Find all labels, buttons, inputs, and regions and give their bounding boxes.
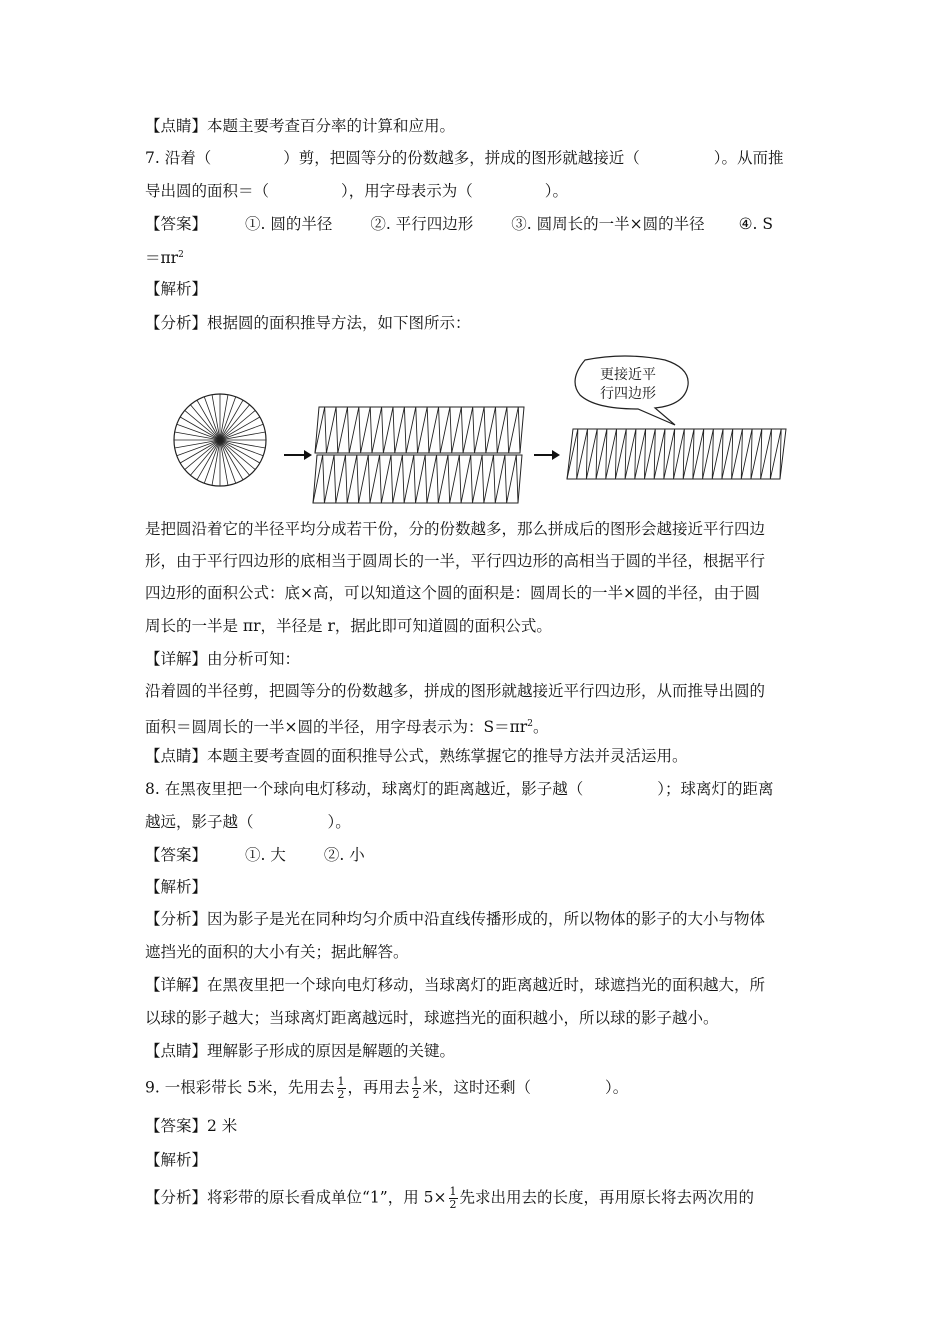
q8-analysis: 【分析】因为影子是光在同种均匀介质中沿直线传播形成的，所以物体的影子的大小与物体: [145, 910, 766, 928]
q8-analysis: 遮挡光的面积的大小有关；据此解答。: [145, 943, 409, 961]
answer-label: 【答案】: [145, 846, 208, 864]
superscript: 2: [527, 719, 533, 729]
rearranged-shape-fine: [567, 429, 786, 479]
q7-para: 周长的一半是 πr，半径是 r，据此即可知道圆的面积公式。: [145, 617, 552, 635]
q7-stem-line1: [145, 148, 784, 168]
q8-stem-part: ）；球离灯的距离: [657, 780, 774, 798]
q8-stem-part: ）。: [327, 813, 351, 831]
q8-stem-line1: [145, 779, 773, 799]
bubble-text: 更接近平: [600, 367, 656, 383]
answer-item: ④. S: [738, 215, 773, 233]
fraction-numerator: 1: [337, 1075, 345, 1088]
q7-para: 形，由于平行四边形的底相当于圆周长的一半，平行四边形的高相当于圆的半径，根据平行: [145, 552, 766, 570]
q8-tip: 【点睛】理解影子形成的原因是解题的关键。: [145, 1042, 456, 1060]
answer-item: ②. 平行四边形: [370, 215, 474, 233]
rearranged-shape-coarse: [313, 407, 524, 503]
fraction: [449, 1186, 458, 1211]
bubble-text: 行四边形: [600, 386, 656, 402]
q9-stem-part: ）。: [605, 1078, 629, 1097]
q7-stem-part: ）剪，把圆等分的份数越多，拼成的图形就越接近（: [283, 149, 640, 167]
answer-label: 【答案】: [145, 215, 208, 233]
answer-formula: ＝πr: [145, 249, 179, 268]
q7-analysis-intro: 【分析】根据圆的面积推导方法，如下图所示：: [145, 314, 471, 332]
q8-stem-line2: [145, 812, 351, 832]
fraction: [412, 1076, 421, 1101]
q9-stem-part: 米，这时还剩（: [422, 1078, 532, 1097]
tip-q6: 【点睛】本题主要考查百分率的计算和应用。: [145, 117, 456, 135]
q8-detail: 以球的影子越大；当球离灯距离越远时，球遮挡光的面积越小，所以球的影子越小。: [145, 1009, 719, 1027]
q8-stem-part: 8. 在黑夜里把一个球向电灯移动，球离灯的距离越近，影子越（: [145, 780, 584, 798]
answer-item: ①. 圆的半径: [245, 215, 333, 233]
q7-stem-line2: [145, 181, 568, 201]
q7-jiexi: 【解析】: [145, 280, 208, 298]
analysis-text: 先求出用去的长度，再用原长将去两次用的: [459, 1188, 755, 1207]
answer-item: ②. 小: [323, 846, 365, 864]
q7-stem-part: ），用字母表示为（: [341, 182, 473, 200]
sector-circle: [174, 394, 266, 486]
q8-answer: [145, 845, 365, 865]
analysis-text: 【分析】将彩带的原长看成单位“1”，用 5×: [145, 1188, 447, 1207]
q7-detail: 沿着圆的半径剪，把圆等分的份数越多，拼成的图形就越接近平行四边形，从而推导出圆的: [145, 682, 766, 700]
q8-jiexi: 【解析】: [145, 878, 208, 896]
detail-text: 面积＝圆周长的一半×圆的半径，用字母表示为：S＝πr: [145, 718, 528, 737]
speech-bubble: [575, 356, 688, 425]
q9-jiexi: 【解析】: [145, 1151, 208, 1169]
q7-answer-cont: [145, 245, 184, 268]
answer-item: ③. 圆周长的一半×圆的半径: [511, 215, 705, 233]
circle-area-derivation-figure: [170, 355, 810, 515]
fraction-denominator: 2: [412, 1088, 420, 1101]
arrow-right-icon: [284, 450, 312, 460]
q9-stem-part: ，再用去: [347, 1078, 410, 1097]
fraction: [337, 1076, 346, 1101]
fraction-denominator: 2: [449, 1198, 457, 1211]
q7-stem-part: 导出圆的面积＝（: [145, 182, 270, 200]
q9-stem-part: 9. 一根彩带长 5米，先用去: [145, 1078, 335, 1097]
q9-answer: 【答案】2 米: [145, 1117, 238, 1135]
fraction-denominator: 2: [337, 1088, 345, 1101]
q9-analysis: [145, 1186, 754, 1211]
detail-text: 。: [532, 718, 549, 737]
q7-stem-part: 7. 沿着（: [145, 149, 212, 167]
q7-stem-part: ）。从而推: [713, 149, 784, 167]
arrow-right-icon: [534, 450, 560, 460]
answer-item: ①. 大: [245, 846, 286, 864]
q8-detail: 【详解】在黑夜里把一个球向电灯移动，当球离灯的距离越近时，球遮挡光的面积越大，所: [145, 976, 766, 994]
q8-stem-part: 越远，影子越（: [145, 813, 254, 831]
q7-para: 是把圆沿着它的半径平均分成若干份，分的份数越多，那么拼成后的图形会越接近平行四边: [145, 520, 766, 538]
q7-stem-part: ）。: [544, 182, 569, 200]
superscript: 2: [178, 250, 184, 260]
q7-detail: [145, 714, 548, 737]
q7-answer: [145, 214, 773, 234]
q9-stem: [145, 1076, 628, 1101]
shape-outline: [567, 429, 786, 479]
fraction-numerator: 1: [449, 1185, 457, 1198]
q7-tip: 【点睛】本题主要考查圆的面积推导公式，熟练掌握它的推导方法并灵活运用。: [145, 747, 688, 765]
fraction-numerator: 1: [412, 1075, 420, 1088]
q7-detail-label: 【详解】由分析可知：: [145, 650, 301, 668]
q7-para: 四边形的面积公式：底×高，可以知道这个圆的面积是：圆周长的一半×圆的半径，由于圆: [145, 584, 760, 602]
